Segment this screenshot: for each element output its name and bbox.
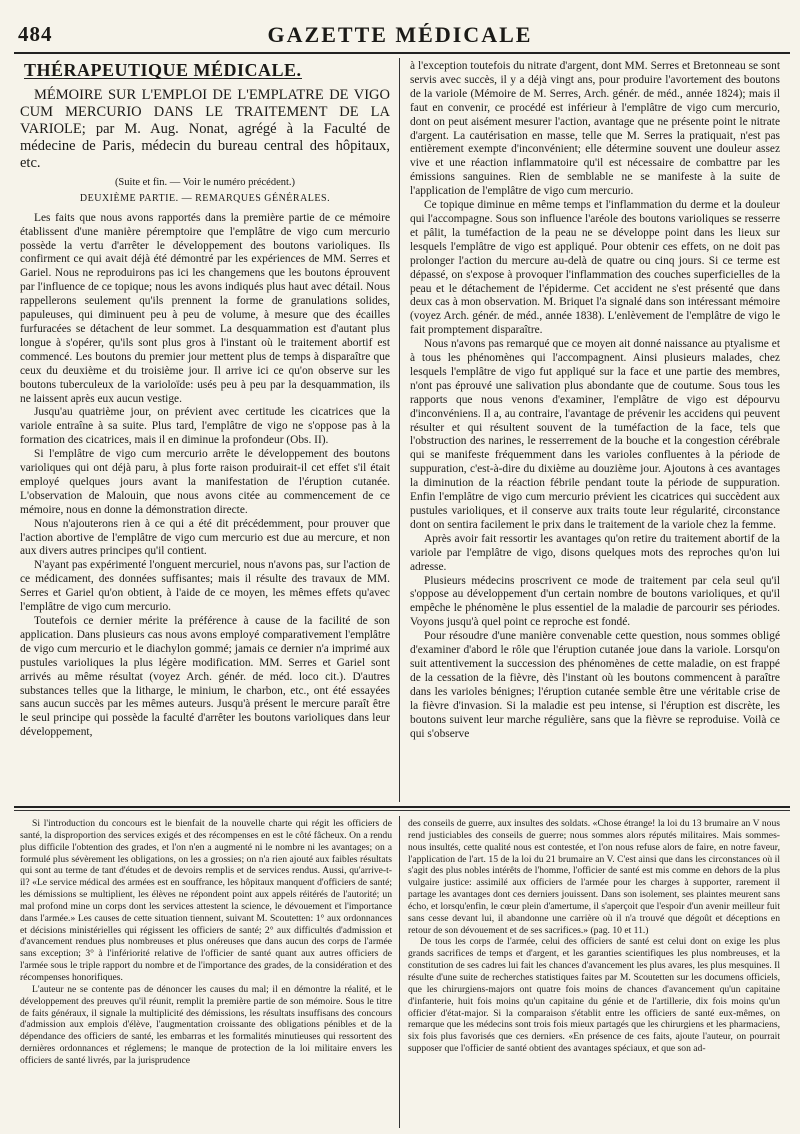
article-title: MÉMOIRE SUR L'EMPLOI DE L'EMPLATRE DE VIGO CUM MERCURIO DANS LE TRAITEMENT DE LA VARIOLE; par M. Aug. Nonat, agrégé à la Faculté de médecine de Paris, médecin du bureau central des hôpitaux, etc. bbox=[20, 86, 390, 171]
section-heading: THÉRAPEUTIQUE MÉDICALE. bbox=[24, 60, 302, 80]
feuilleton-paragraph: des conseils de guerre, aux insultes des soldats. «Chose étrange! la loi du 13 brumaire an V nous rend justiciables des conseils de guerre; nous sommes alors réputés militaires. Mais sommes-nous insultés, cette qualité nous est contestée, et l'on nous refuse alors de faire, en notre faveur, l'application de l'art. 15 de la loi du 21 brumaire an V. C'est ainsi que dans les circonstances où il s'agit des plus nobles intérêts de l'homme, l'officier de santé est mis comme en dehors de la plus vulgaire justice: assimilé aux officiers de l'armée pour les charges à supporter, rarement il partage les avantages dont ces derniers jouissent. Dans son isolement, ses plaintes meurent sans écho, et lorsqu'enfin, le cœur plein d'amertume, il s'aperçoit que l'espoir d'un avenir meilleur fuit sans cesse devant lui, il abandonne une carrière où il n'a trouvé que dégoût et déceptions en retour de son dévouement et de ses sacrifices.» (pag. 10 et 11.) bbox=[408, 818, 780, 936]
paragraph: à l'exception toutefois du nitrate d'argent, dont MM. Serres et Bretonneau se sont servis avec succès, il y a déjà vingt ans, pour produire l'avortement des boutons de la variole (Mémoire de M. Serres, Arch. génér. de méd., année 1824); mais il faut en convenir, ce procédé est inférieur à l'emplâtre de vigo cum mercurio, dont on peut aisément mesurer l'action, avantage que ne présente point le nitrate d'argent. La cautérisation en masse, telle que M. Serres la pratiquait, n'est pas entièrement exempte d'inconvénient; elle détermine souvent une douleur assez vive et une réaction inflammatoire qu'il est nécessaire de combattre par les émissions sanguines. Rien de semblable ne se manifeste à la suite de l'application de l'emplâtre de vigo cum mercurio. bbox=[410, 60, 780, 198]
page-number: 484 bbox=[18, 22, 53, 46]
continued-note: (Suite et fin. — Voir le numéro précédent.) bbox=[114, 176, 296, 188]
paragraph: Toutefois ce dernier mérite la préférence à cause de la facilité de son application. Dans plusieurs cas nous avons employé comparativement l'emplâtre de vigo cum mercurio et le diachylon gommé; jamais ce dernier n'a imprimé aux pustules varioliques la plus légère modification. MM. Serres et Gariel sont arrivés au même résultat (voyez Arch. génér. de méd. loco cit.). D'autres substances telles que la litharge, le minium, le charbon, etc., ont été essayées sans aucun succès par les mêmes auteurs. Jusqu'à présent le mercure paraît être le seul principe qui possède la faculté d'arrêter les boutons varioliques dans leur développement, bbox=[20, 615, 390, 739]
feuilleton-rule-thin bbox=[14, 810, 790, 811]
paragraph: Après avoir fait ressortir les avantages qu'on retire du traitement abortif de la variole par l'emplâtre de vigo, disons quelques mots des reproches qu'on lui adresse. bbox=[410, 532, 780, 573]
paragraph: Plusieurs médecins proscrivent ce mode de traitement par cela seul qu'il s'oppose au développement d'un certain nombre de boutons varioliques, et qu'il empêche le phénomène le plus essentiel de la maladie de parcourir ses périodes. Voyons jusqu'à quel point ce reproche est fondé. bbox=[410, 574, 780, 629]
feuilleton-paragraph: De tous les corps de l'armée, celui des officiers de santé est celui dont on exige les plus grands sacrifices de temps et d'argent, et les garanties scientifiques les plus nombreuses, et la constitution de ses cadres lui fait les chances d'avancement les plus avares, les plus mesquines. Il résulte d'une suite de recherches statistiques faites par M. Scoutetten sur les documens officiels, que les chirurgiens-majors ont quatre fois moins de chances d'avancement qu'un capitaine d'infanterie, huit fois moins qu'un capitaine du génie et de l'artillerie, dix fois moins qu'un officier d'état-major. Si la comparaison s'établit entre les officiers de santé eux-mêmes, on remarque que les médecins sont trois fois mieux partagés que les chirurgiens et les pharmaciens, six fois plus favorisés que ces derniers. «En présence de ces faits, ajoute l'auteur, on pourrait supposer que l'officier de santé obtient des avantages spéciaux, et que son ad- bbox=[408, 936, 780, 1055]
paragraph: N'ayant pas expérimenté l'onguent mercuriel, nous n'avons pas, sur l'action de ce médicament, des données suffisantes; mais il résulte des travaux de MM. Serres et Gariel qu'on obtient, à l'aide de ce moyen, les mêmes effets qu'avec l'emplâtre de vigo cum mercurio. bbox=[20, 559, 390, 614]
feuilleton-paragraph: L'auteur ne se contente pas de dénoncer les causes du mal; il en démontre la réalité, et le développement des preuves qu'il réunit, remplit la première partie de son mémoire. Sous le titre de faits généraux, il signale la multiplicité des démissions, les résultats insuffisans des concours d'admission aux emplois d'élève, l'augmentation croissante des obligations pénibles et de la dépendance des officiers de santé, les embarras et les formalités minutieuses qui ressortent des dernières ordonnances et réglemens; le manque de protection de la loi militaire envers les officiers de santé livrés, par la jurisprudence bbox=[20, 983, 392, 1066]
paragraph: Les faits que nous avons rapportés dans la première partie de ce mémoire établissent d'une manière péremptoire que l'emplâtre de vigo cum mercurio possède la vertu d'arrêter le développement des boutons varioliques. Ils confirment ce qui avait déjà été démontré par les expériences de MM. Serres et Gariel. Nous ne reproduirons pas ici les changemens que les boutons éprouvent par l'influence de ce topique; nous les avons indiqués plus haut avec détail. Nous rappellerons seulement qu'ils prennent la forme de granulations solides, papuleuses, qui diminuent peu à peu de volume, à mesure que des écailles furfuracées se détachent de leur sommet. La desquammation est d'autant plus longue à s'opérer, qu'ils sont plus gros à l'instant où le traitement abortif est commencé. Les boutons du premier jour mettent plus de temps à disparaître que ceux du deuxième et du troisième jour. Il arrive ici ce qu'on observe sur les boutons tuberculeux de la varioloïde: usés peu à peu par la desquammation, ils ne laissent après eux aucun vestige. bbox=[20, 211, 390, 405]
paragraph: Nous n'avons pas remarqué que ce moyen ait donné naissance au ptyalisme et à tous les phénomènes qui l'accompagnent. Ainsi plusieurs malades, chez lesquels l'emplâtre de vigo fut appliqué sur la face et une partie des membres, n'ont pas éprouvé une salivation plus abondante que de coutume. Sous tous les rapports que nous venons d'examiner, l'emplâtre de vigo est dépourvu d'inconvéniens. Il a, au contraire, l'avantage de prévenir les accidens qui peuvent résulter et qui résultent souvent de la tuméfaction de la face, tels que l'obstruction des narines, le resserrement de la bouche et la congestion cérébrale qui se manifeste fréquemment dans les varioles confluentes à la période de suppuration, c'est-à-dire du dixième au douzième jour. Ajoutons à ces avantages la diminution de la réaction fébrile pendant toute la période de suppuration. Enfin l'emplâtre de vigo cum mercurio prévient les cicatrices qui succèdent aux pustules varioliques, et il conserve aux traits toute leur régularité, circonstance dont on sentira facilement le prix dans le traitement de la variole chez la femme. bbox=[410, 338, 780, 531]
feuilleton-divider bbox=[399, 816, 400, 1128]
feuilleton-paragraph: Si l'introduction du concours est le bienfait de la nouvelle charte qui régit les officiers de santé, la disproportion des services exigés et des récompenses en est le côté fâcheux. On a rendu plus difficile l'obtention des grades, et l'on n'en a augmenté ni le nombre ni les avantages; on a formulé plus sévèrement les obligations, on les a grossies; on n'a rien ajouté aux faibles résultats qui sont au terme de tant d'études et de devoirs remplis et de services rendus. Aussi, qu'arrive-t-il? «Le service médical des armées est en souffrance, les hôpitaux manquent d'officiers de santé; les démissions se multiplient, les élèves ne répondent point aux appels réitérés de l'autorité; un mal profond mine un corps dont les services attestent la science, le dévouement et l'importance dans l'armée.» Les causes de cette situation tiennent, suivant M. Scoutetten: 1° aux ordonnances et décisions ministérielles qui régissent les officiers de santé; 2° aux difficultés d'admission et d'avancement rendues plus nombreuses et plus onéreuses que dans aucun des corps de l'armée sans exception; 3° à l'infériorité relative de l'officier de santé quant aux autres officiers de l'armée sous le triple rapport du nombre et de l'importance des grades, de la considération et des récompenses honorifiques. bbox=[20, 818, 392, 983]
paragraph: Si l'emplâtre de vigo cum mercurio arrête le développement des boutons varioliques qui ont déjà paru, à plus forte raison produirait-il cet effet s'il était employé quelques jours avant la manifestation de l'éruption cutanée. L'observation de Malouin, que nous avons citée au commencement de ce mémoire, nous en donne la démonstration directe. bbox=[20, 448, 390, 516]
feuilleton-left bbox=[20, 818, 392, 1126]
paragraph: Nous n'ajouterons rien à ce qui a été dit précédemment, pour prouver que l'action abortive de l'emplâtre de vigo cum mercurio est due au mercure, et non aux divers autres principes qu'il contient. bbox=[20, 517, 390, 558]
part-heading: DEUXIÈME PARTIE. — REMARQUES GÉNÉRALES. bbox=[79, 192, 331, 204]
paragraph: Pour résoudre d'une manière convenable cette question, nous sommes obligé d'examiner d'abord le rôle que l'éruption cutanée joue dans la variole. Lorsqu'on suit attentivement la succession des phénomènes de cette maladie, on est frappé de la cessation de la fièvre, dès l'instant où les boutons commencent à paraître dans les varioles bénignes; l'éruption cutanée semble être une véritable crise de la fièvre d'invasion. Si la maladie est peu intense, si l'éruption est discrète, les boutons suivent leur marche régulière, sans que la fièvre se reproduise. Voilà ce qui s'observe bbox=[410, 630, 780, 740]
page-header bbox=[0, 22, 800, 48]
feuilleton-right bbox=[408, 818, 780, 1126]
column-divider bbox=[399, 58, 400, 802]
header-rule bbox=[14, 52, 790, 54]
paragraph: Ce topique diminue en même temps et l'inflammation du derme et la douleur qui l'accompagne. Sous son influence l'aréole des boutons varioliques se resserre et pâlit, la tuméfaction de la peau ne se développe point dans les lieux sur lesquels l'emplâtre de vigo est appliqué. Pour obtenir ces effets, on ne doit pas prolonger l'action du mercure au-delà de quatre ou cinq jours. Si ce terme est dépassé, on s'expose à provoquer l'inflammation des couches superficielles de la peau et le détachement de l'épiderme. Cet accident ne s'est présenté que dans deux cas à mon observation. M. Briquet l'a signalé dans son intéressant mémoire (voyez Arch. génér. de méd., année 1838). L'enlèvement de l'emplâtre de vigo le fait promptement disparaître. bbox=[410, 199, 780, 337]
right-column bbox=[410, 60, 780, 800]
journal-title: GAZETTE MÉDICALE bbox=[267, 22, 533, 47]
paragraph: Jusqu'au quatrième jour, on prévient avec certitude les cicatrices que la variole entraîne à sa suite. Plus tard, l'emplâtre de vigo ne s'oppose pas à la formation des cicatrices, mais il en diminue la profondeur (Obs. II). bbox=[20, 406, 390, 447]
feuilleton-rule bbox=[14, 806, 790, 808]
left-column bbox=[20, 60, 390, 800]
